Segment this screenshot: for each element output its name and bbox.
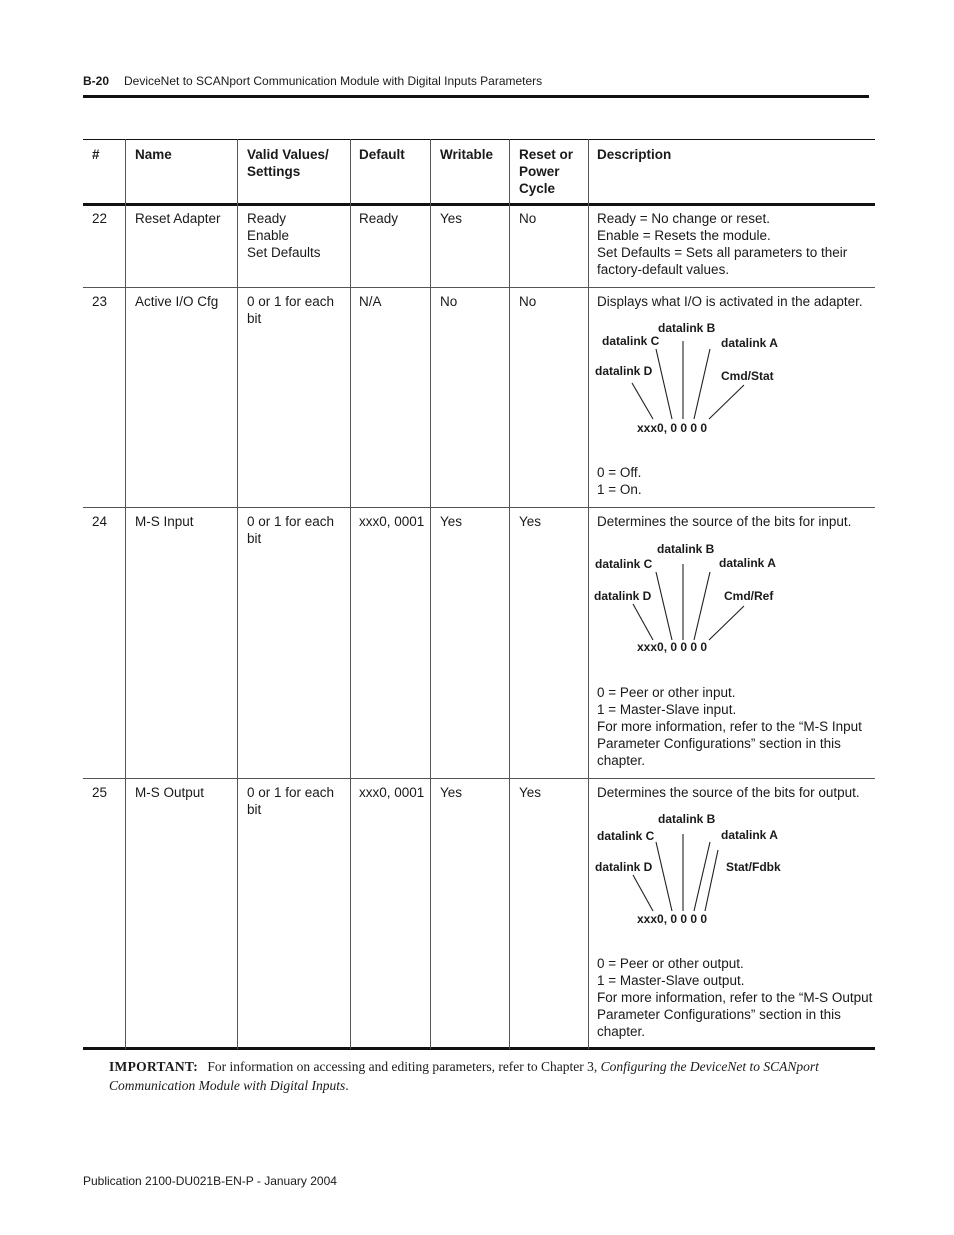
header-name: Name (135, 147, 172, 162)
cell-description: Ready = No change or reset. Enable = Resets the module. Set Defaults = Sets all parameters to their factory-default values. (597, 211, 848, 277)
row-divider (83, 507, 875, 508)
cell-description-intro: Determines the source of the bits for input. (597, 514, 852, 529)
label-datalink-b: datalink B (657, 542, 715, 556)
cell-number: 24 (92, 514, 108, 529)
cell-default: xxx0, 0001 (359, 514, 425, 529)
header-rule (83, 95, 869, 98)
cell-reset: Yes (519, 514, 542, 529)
cell-default: Ready (359, 211, 399, 226)
important-end: . (345, 1078, 349, 1093)
bit-diagram (595, 542, 875, 672)
label-bit-value: xxx0, 0 0 0 0 (637, 421, 708, 435)
cell-description-intro: Displays what I/O is activated in the adapter. (597, 294, 863, 309)
label-datalink-b: datalink B (658, 812, 716, 826)
row-divider (83, 778, 875, 779)
column-divider (350, 139, 351, 1049)
cell-reset: No (519, 211, 537, 226)
chapter-title: Configuring the DeviceNet to SCANport Communication Module with Digital Inputs (109, 1059, 819, 1093)
cell-writable: Yes (440, 785, 463, 800)
header-default: Default (359, 147, 405, 162)
cell-number: 23 (92, 294, 108, 309)
cell-number: 22 (92, 211, 108, 226)
cell-default: xxx0, 0001 (359, 785, 425, 800)
label-datalink-a: datalink A (719, 556, 776, 570)
cell-valid-values: 0 or 1 for each bit (247, 514, 335, 546)
cell-name: Active I/O Cfg (135, 294, 219, 309)
column-divider (430, 139, 431, 1049)
cell-default: N/A (359, 294, 382, 309)
cell-valid-values: Ready Enable Set Defaults (247, 211, 321, 260)
table-header-rule (83, 203, 875, 206)
cell-writable: No (440, 294, 458, 309)
header-description: Description (597, 147, 672, 162)
table-bottom-rule (83, 1047, 875, 1050)
publication-footer: Publication 2100-DU021B-EN-P - January 2004 (83, 1174, 337, 1188)
label-datalink-c: datalink C (602, 334, 660, 348)
header-valid-values: Valid Values/ Settings (247, 147, 329, 179)
cell-name: Reset Adapter (135, 211, 221, 226)
header-reset: Reset or Power Cycle (519, 147, 574, 196)
label-datalink-b: datalink B (658, 321, 716, 335)
label-datalink-d: datalink D (595, 860, 653, 874)
column-divider (125, 139, 126, 1049)
label-datalink-d: datalink D (594, 589, 652, 603)
cell-description-intro: Determines the source of the bits for output. (597, 785, 860, 800)
cell-valid-values: 0 or 1 for each bit (247, 785, 335, 817)
label-datalink-d: datalink D (595, 364, 653, 378)
important-note (109, 1057, 869, 1095)
column-divider (237, 139, 238, 1049)
cell-reset: No (519, 294, 537, 309)
label-bit0: Cmd/Stat (721, 369, 774, 383)
cell-writable: Yes (440, 514, 463, 529)
row-divider (83, 287, 875, 288)
label-bit-value: xxx0, 0 0 0 0 (637, 912, 708, 926)
cell-writable: Yes (440, 211, 463, 226)
cell-description-after: 0 = Peer or other input. 1 = Master-Slave input. For more information, refer to the “M-S Input Parameter Configurations” section in this chapter. (597, 685, 862, 768)
table-top-rule (83, 139, 875, 140)
column-divider (509, 139, 510, 1049)
cell-description-after: 0 = Off. 1 = On. (597, 465, 642, 497)
label-bit0: Stat/Fdbk (726, 860, 781, 874)
label-datalink-c: datalink C (595, 557, 653, 571)
important-label: IMPORTANT: (109, 1059, 199, 1074)
cell-description-after: 0 = Peer or other output. 1 = Master-Slave output. For more information, refer to the “M-S Output Parameter Configurations” section in this chapter. (597, 956, 873, 1039)
cell-name: M-S Output (135, 785, 205, 800)
label-bit-value: xxx0, 0 0 0 0 (637, 640, 708, 654)
column-divider (588, 139, 589, 1049)
label-datalink-a: datalink A (721, 336, 778, 350)
cell-valid-values: 0 or 1 for each bit (247, 294, 335, 326)
header-number: # (92, 147, 100, 162)
running-title: DeviceNet to SCANport Communication Module with Digital Inputs Parameters (124, 74, 543, 88)
cell-reset: Yes (519, 785, 542, 800)
page-header (83, 72, 869, 98)
cell-name: M-S Input (135, 514, 194, 529)
important-text: For information on accessing and editing parameters, refer to Chapter 3, (207, 1059, 601, 1074)
bit-diagram (595, 319, 875, 449)
label-bit0: Cmd/Ref (724, 589, 774, 603)
cell-number: 25 (92, 785, 108, 800)
header-writable: Writable (440, 147, 494, 162)
bit-diagram (595, 812, 875, 942)
label-datalink-a: datalink A (721, 828, 778, 842)
page-number: B-20 (83, 74, 110, 88)
label-datalink-c: datalink C (597, 829, 655, 843)
